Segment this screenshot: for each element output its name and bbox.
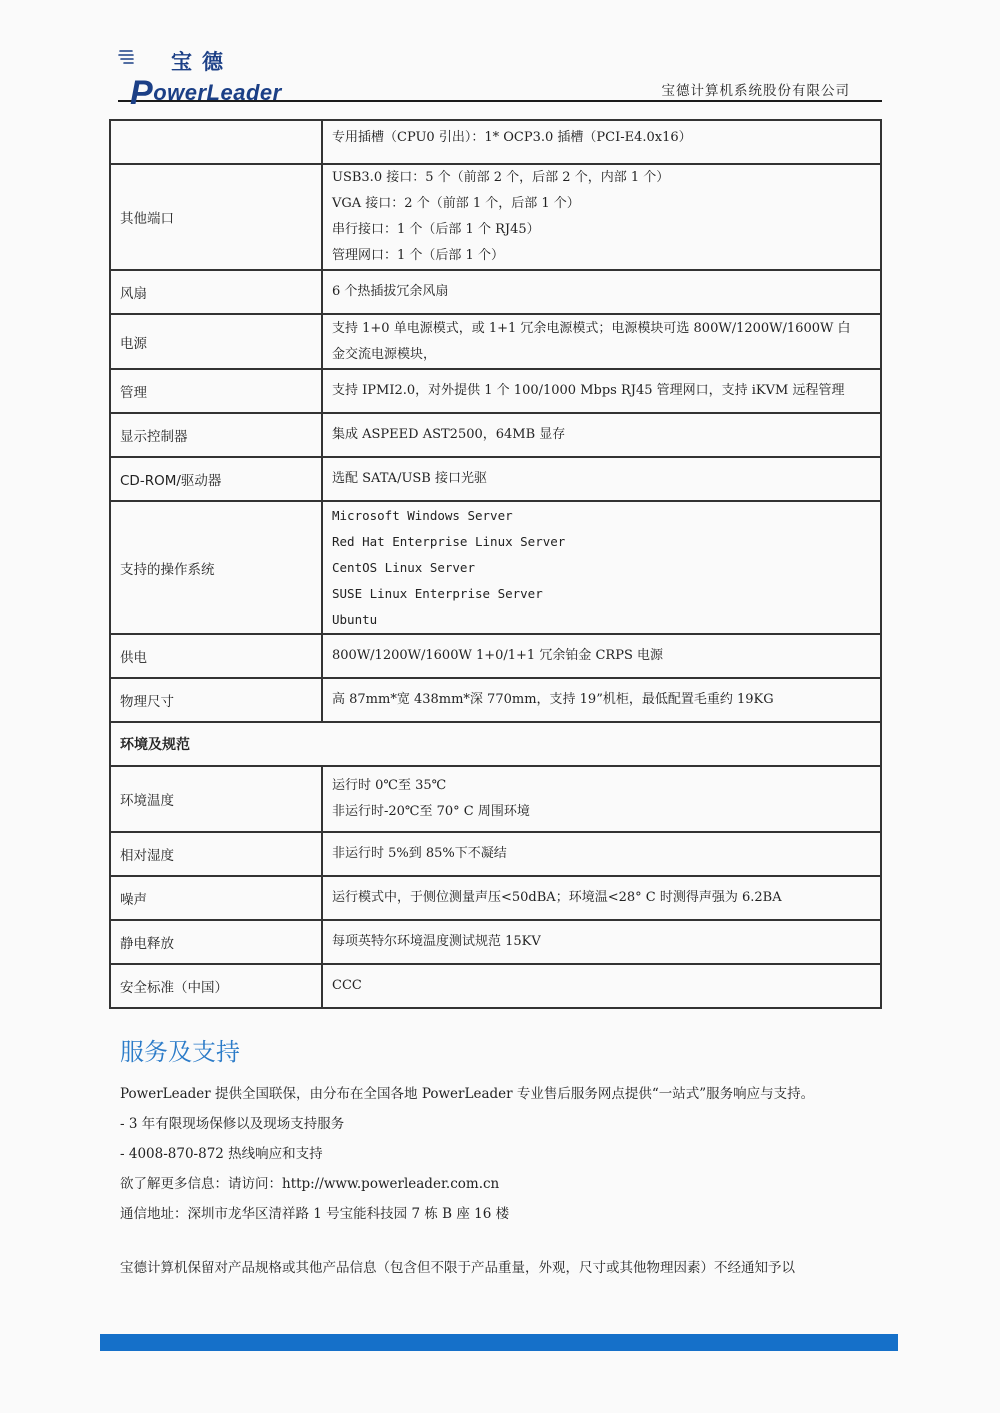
spec-row bbox=[110, 164, 881, 270]
section-row bbox=[110, 722, 881, 766]
logo-english-text: PowerLeader bbox=[130, 74, 282, 112]
spec-value bbox=[322, 634, 881, 678]
spec-value bbox=[322, 920, 881, 964]
spec-key: 环境温度 bbox=[110, 766, 322, 832]
service-website: 欲了解更多信息：请访问：http://www.powerleader.com.cn bbox=[120, 1176, 500, 1192]
spec-value-line: 非运行时 5%到 85%下不凝结 bbox=[332, 846, 507, 861]
spec-value-line: 串行接口：1 个（后部 1 个 RJ45） bbox=[332, 222, 540, 237]
spec-value-line: 选配 SATA/USB 接口光驱 bbox=[332, 471, 487, 486]
spec-row bbox=[110, 413, 881, 457]
logo-chinese-text: 宝德 bbox=[171, 50, 233, 74]
spec-key: 噪声 bbox=[110, 876, 322, 920]
spec-value-line: Microsoft Windows Server bbox=[332, 507, 513, 523]
spec-value-line: 高 87mm*宽 438mm*深 770mm，支持 19”机柜，最低配置毛重约 19KG bbox=[332, 692, 774, 707]
spec-key: 安全标准（中国） bbox=[110, 964, 322, 1008]
spec-row bbox=[110, 270, 881, 314]
spec-row bbox=[110, 314, 881, 369]
service-section bbox=[120, 1032, 890, 1283]
spec-key: 相对湿度 bbox=[110, 832, 322, 876]
spec-value bbox=[322, 413, 881, 457]
spec-value-line: 集成 ASPEED AST2500，64MB 显存 bbox=[332, 427, 566, 442]
spec-value bbox=[322, 766, 881, 832]
spec-key: 电源 bbox=[110, 314, 322, 369]
spec-key: 其他端口 bbox=[110, 164, 322, 270]
spec-value-line: 800W/1200W/1600W 1+0/1+1 冗余铂金 CRPS 电源 bbox=[332, 648, 663, 663]
spec-key: 供电 bbox=[110, 634, 322, 678]
spec-value bbox=[322, 314, 881, 369]
spec-value-line: 专用插槽（CPU0 引出）：1* OCP3.0 插槽（PCI-E4.0x16） bbox=[332, 130, 692, 145]
spec-key: CD-ROM/驱动器 bbox=[110, 457, 322, 501]
spec-row bbox=[110, 920, 881, 964]
service-warranty: - 3 年有限现场保修以及现场支持服务 bbox=[120, 1116, 345, 1132]
spec-value-line: Ubuntu bbox=[332, 611, 378, 627]
spec-row bbox=[110, 766, 881, 832]
spec-value-line: 金交流电源模块， bbox=[332, 346, 437, 362]
spec-value bbox=[322, 120, 881, 164]
spec-value bbox=[322, 876, 881, 920]
spec-key: 风扇 bbox=[110, 270, 322, 314]
spec-value bbox=[322, 964, 881, 1008]
spec-row bbox=[110, 964, 881, 1008]
spec-value-line: 支持 IPMI2.0，对外提供 1 个 100/1000 Mbps RJ45 管理网口，支持 iKVM 远程管理 bbox=[332, 383, 845, 398]
spec-value bbox=[322, 369, 881, 413]
spec-value-line: 非运行时-20℃至 70° C 周围环境 bbox=[332, 804, 530, 819]
company-name: 宝德计算机系统股份有限公司 bbox=[661, 83, 850, 99]
spec-row bbox=[110, 457, 881, 501]
spec-table bbox=[109, 119, 882, 1009]
page-header bbox=[118, 44, 882, 112]
spec-value bbox=[322, 501, 881, 634]
spec-value-line: 6 个热插拔冗余风扇 bbox=[332, 284, 449, 299]
spec-row bbox=[110, 634, 881, 678]
spec-key: 物理尺寸 bbox=[110, 678, 322, 722]
spec-row bbox=[110, 501, 881, 634]
powerleader-logo bbox=[118, 44, 282, 112]
section-heading: 环境及规范 bbox=[110, 722, 881, 766]
spec-row bbox=[110, 678, 881, 722]
spec-row bbox=[110, 369, 881, 413]
spec-value-line: 管理网口：1 个（后部 1 个） bbox=[332, 248, 504, 263]
service-intro: PowerLeader 提供全国联保，由分布在全国各地 PowerLeader 专业售后服务网点提供“一站式”服务响应与支持。 bbox=[120, 1086, 815, 1102]
service-hotline: - 4008-870-872 热线响应和支持 bbox=[120, 1146, 323, 1162]
spec-value-line: 每项英特尔环境温度测试规范 15KV bbox=[332, 934, 541, 949]
spec-key: 支持的操作系统 bbox=[110, 501, 322, 634]
spec-key bbox=[110, 120, 322, 164]
spec-key: 管理 bbox=[110, 369, 322, 413]
spec-value bbox=[322, 678, 881, 722]
spec-value-line: VGA 接口：2 个（前部 1 个，后部 1 个） bbox=[332, 196, 580, 211]
spec-key: 显示控制器 bbox=[110, 413, 322, 457]
spec-key: 静电释放 bbox=[110, 920, 322, 964]
spec-value bbox=[322, 270, 881, 314]
service-disclaimer: 宝德计算机保留对产品规格或其他产品信息（包含但不限于产品重量，外观，尺寸或其他物理因素）不经通知予以 bbox=[120, 1260, 795, 1276]
spec-value bbox=[322, 457, 881, 501]
spec-value-line: CentOS Linux Server bbox=[332, 559, 475, 575]
spec-value-line: Red Hat Enterprise Linux Server bbox=[332, 533, 566, 549]
spec-row bbox=[110, 876, 881, 920]
service-title: 服务及支持 bbox=[120, 1038, 240, 1066]
spec-value-line: 运行时 0℃至 35℃ bbox=[332, 778, 447, 793]
logo-swoosh-icon bbox=[118, 48, 140, 68]
spec-value-line: SUSE Linux Enterprise Server bbox=[332, 585, 543, 601]
spec-row bbox=[110, 832, 881, 876]
spec-value-line: USB3.0 接口：5 个（前部 2 个，后部 2 个，内部 1 个） bbox=[332, 170, 670, 185]
spec-value-line: CCC bbox=[332, 978, 362, 993]
spec-value bbox=[322, 832, 881, 876]
service-address: 通信地址：深圳市龙华区清祥路 1 号宝能科技园 7 栋 B 座 16 楼 bbox=[120, 1206, 510, 1222]
spec-value-line: 运行模式中，于侧位测量声压<50dBA；环境温<28° C 时测得声强为 6.2BA bbox=[332, 890, 782, 905]
spec-value bbox=[322, 164, 881, 270]
footer-bar bbox=[100, 1334, 898, 1351]
spec-row bbox=[110, 120, 881, 164]
spec-value-line: 支持 1+0 单电源模式，或 1+1 冗余电源模式；电源模块可选 800W/1200W/1600W 白 bbox=[332, 320, 851, 336]
